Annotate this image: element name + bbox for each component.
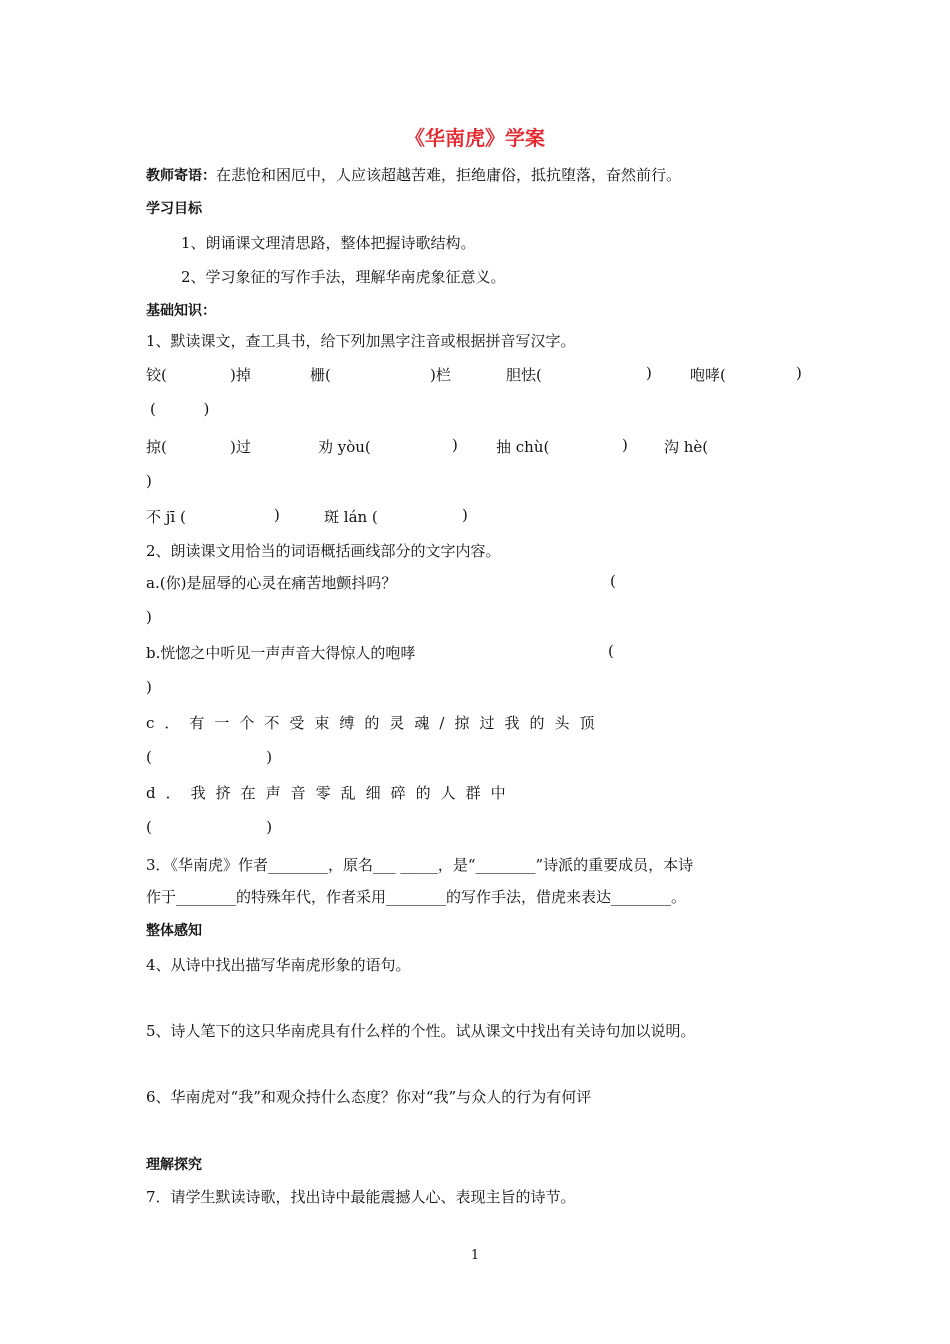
item-b-close: ) bbox=[146, 678, 152, 696]
char-item: 铰( bbox=[146, 366, 167, 384]
item-d: d．我挤在声音零乱细碎的人群中 bbox=[146, 784, 516, 802]
char-item: ) bbox=[796, 364, 802, 382]
char-item: )过 bbox=[230, 438, 251, 456]
item-a-close: ) bbox=[146, 608, 152, 626]
char-item: ) bbox=[462, 506, 468, 524]
char-item: ) bbox=[646, 364, 652, 382]
objective-item: 1、朗诵课文理清思路，整体把握诗歌结构。 bbox=[181, 234, 476, 252]
char-item: ) bbox=[146, 472, 152, 490]
char-item: 胆怯( bbox=[506, 366, 542, 384]
char-item: 掠( bbox=[146, 438, 167, 456]
question-3-line-2: 作于________的特殊年代，作者采用________的写作手法，借虎来表达________。 bbox=[146, 888, 687, 906]
char-item: 斑 lán ( bbox=[324, 508, 378, 526]
char-item: 咆哮( bbox=[690, 366, 726, 384]
char-item: ) bbox=[274, 506, 280, 524]
question-1: 1、默读课文，查工具书，给下列加黑字注音或根据拼音写汉字。 bbox=[146, 332, 576, 350]
item-a: a.(你)是屈辱的心灵在痛苦地颤抖吗？ bbox=[146, 574, 397, 592]
basics-heading: 基础知识： bbox=[146, 303, 216, 319]
overall-heading: 整体感知 bbox=[146, 923, 202, 939]
item-c-paren: ( ) bbox=[146, 748, 273, 766]
char-item: ) bbox=[452, 436, 458, 454]
objective-item: 2、学习象征的写作手法，理解华南虎象征意义。 bbox=[181, 268, 506, 286]
page-title: 《华南虎》学案 bbox=[405, 126, 545, 150]
teacher-words-text: 在悲怆和困厄中，人应该超越苦难，拒绝庸俗，抵抗堕落，奋然前行。 bbox=[216, 166, 682, 184]
char-item: 不 jī ( bbox=[146, 508, 186, 526]
char-item: ( ) bbox=[150, 400, 210, 418]
char-item: ) bbox=[622, 436, 628, 454]
item-b: b.恍惚之中听见一声声音大得惊人的咆哮 bbox=[146, 644, 416, 662]
question-5: 5、诗人笔下的这只华南虎具有什么样的个性。试从课文中找出有关诗句加以说明。 bbox=[146, 1022, 696, 1040]
char-item: )栏 bbox=[430, 366, 451, 384]
objectives-heading: 学习目标 bbox=[146, 201, 202, 217]
char-item: 沟 hè( bbox=[664, 438, 709, 456]
teacher-words bbox=[146, 164, 681, 185]
question-7: 7．请学生默读诗歌，找出诗中最能震撼人心、表现主旨的诗节。 bbox=[146, 1188, 576, 1206]
item-d-paren: ( ) bbox=[146, 818, 273, 836]
teacher-words-label: 教师寄语： bbox=[146, 168, 216, 184]
char-item: )掉 bbox=[230, 366, 251, 384]
char-item: 栅( bbox=[310, 366, 331, 384]
question-2: 2、朗读课文用恰当的词语概括画线部分的文字内容。 bbox=[146, 542, 501, 560]
char-item: 劝 yòu( bbox=[318, 438, 371, 456]
char-item: 抽 chù( bbox=[496, 438, 550, 456]
explore-heading: 理解探究 bbox=[146, 1157, 202, 1173]
item-a-open: ( bbox=[610, 572, 616, 590]
question-4: 4、从诗中找出描写华南虎形象的语句。 bbox=[146, 956, 411, 974]
item-b-open: ( bbox=[608, 642, 614, 660]
question-6: 6、华南虎对“我”和观众持什么态度？你对“我”与众人的行为有何评 bbox=[146, 1088, 592, 1106]
page-number: 1 bbox=[470, 1248, 480, 1263]
item-c: c．有一个不受束缚的灵魂/掠过我的头顶 bbox=[146, 714, 605, 732]
question-3-line-1: 3．《华南虎》作者________，原名___ _____，是“________”诗派的重要成员，本诗 bbox=[146, 856, 694, 874]
